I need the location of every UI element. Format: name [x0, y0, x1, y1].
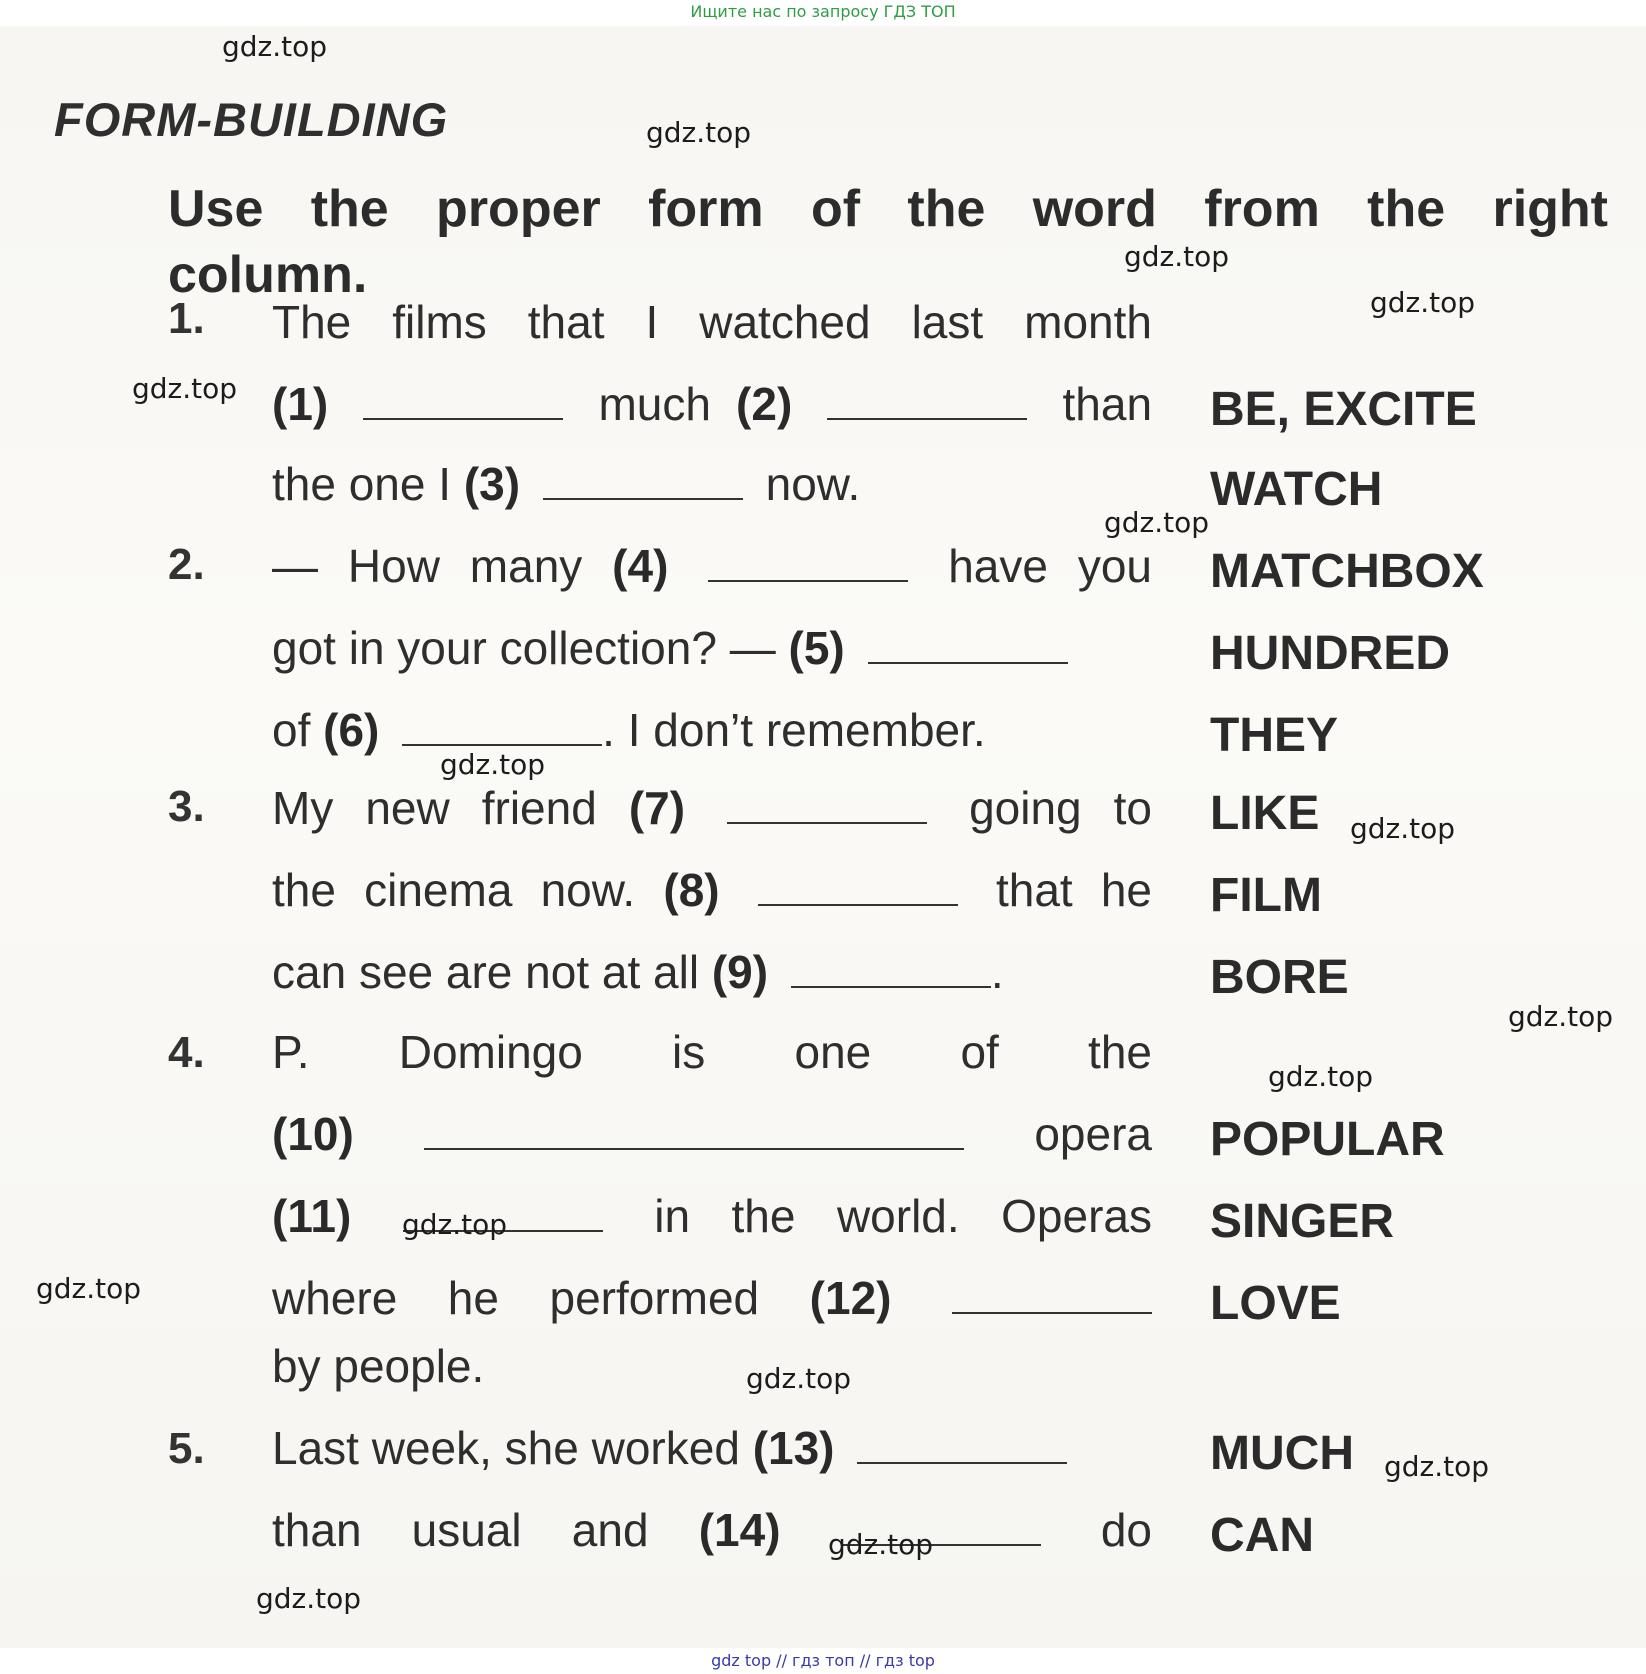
exercise-1-line-3	[272, 456, 1152, 512]
gap-ref-3: (3)	[463, 458, 521, 510]
word-be-excite: BE, EXCITE	[1210, 383, 1477, 436]
watermark: gdz.top	[1124, 240, 1230, 273]
gap-ref-14: (14)	[698, 1504, 781, 1556]
exercise-number-5: 5.	[168, 1424, 205, 1473]
watermark: gdz.top	[1104, 506, 1210, 539]
watermark: gdz.top	[402, 1208, 508, 1241]
textbook-page	[0, 26, 1646, 1648]
line-text: the one I	[272, 458, 452, 510]
watermark: gdz.top	[222, 30, 328, 63]
line-text: Last week, she worked	[272, 1422, 740, 1474]
exercise-4-line-1	[272, 1024, 1152, 1080]
gap-ref-5: (5)	[788, 622, 845, 674]
answer-blank-7[interactable]	[727, 788, 927, 824]
answer-blank-6[interactable]	[402, 710, 602, 746]
watermark: gdz.top	[256, 1582, 362, 1615]
line-text: by people.	[272, 1340, 485, 1392]
watermark: gdz.top	[1268, 1060, 1374, 1093]
line-text: going to	[969, 782, 1153, 834]
answer-blank-1[interactable]	[363, 384, 563, 420]
watermark: gdz.top	[1370, 286, 1476, 319]
exercise-3-line-2	[272, 862, 1152, 918]
line-text: . I don’t remember.	[602, 704, 986, 756]
gap-ref-8: (8)	[663, 864, 720, 916]
gap-ref-10: (10)	[272, 1108, 354, 1160]
answer-blank-8[interactable]	[758, 870, 958, 906]
line-text: got in your collection? —	[272, 622, 776, 674]
exercise-2-line-1	[272, 538, 1152, 594]
exercise-3-line-3	[272, 944, 1152, 1000]
watermark: gdz.top	[1508, 1000, 1614, 1033]
line-text: My new friend	[272, 782, 597, 834]
watermark: gdz.top	[1384, 1450, 1490, 1483]
word-much: MUCH	[1210, 1427, 1354, 1480]
word-singer: SINGER	[1210, 1195, 1395, 1248]
instructions: Use the proper form of the word from the right column.	[168, 180, 1608, 304]
answer-blank-3[interactable]	[543, 464, 743, 500]
exercise-1-line-2	[272, 376, 1152, 432]
word-love: LOVE	[1210, 1277, 1341, 1330]
answer-blank-5[interactable]	[868, 628, 1068, 664]
word-popular: POPULAR	[1210, 1113, 1445, 1166]
word-they: THEY	[1210, 709, 1339, 762]
exercise-number-4: 4.	[168, 1028, 205, 1077]
line-text: that he	[995, 864, 1153, 916]
gap-ref-4: (4)	[612, 540, 669, 592]
watermark: gdz.top	[132, 372, 238, 405]
line-text: now.	[765, 458, 861, 510]
exercise-number-2: 2.	[168, 540, 205, 589]
answer-blank-9[interactable]	[791, 952, 991, 988]
gap-ref-12: (12)	[809, 1272, 892, 1324]
gap-ref-9: (9)	[711, 946, 769, 998]
exercise-number-3: 3.	[168, 782, 205, 831]
exercise-4-line-2	[272, 1106, 1152, 1162]
line-text: opera	[1034, 1108, 1152, 1160]
line-text: much	[598, 378, 711, 430]
line-text: The films that I watched last month	[272, 296, 1152, 348]
line-text: where he performed	[272, 1272, 760, 1324]
line-text: .	[990, 946, 1004, 998]
gap-ref-13: (13)	[752, 1422, 835, 1474]
line-text: P. Domingo is one of the	[272, 1026, 1152, 1078]
watermark: gdz.top	[828, 1528, 934, 1561]
bottom-banner[interactable]: gdz top // гдз топ // гдз top	[0, 1648, 1646, 1674]
exercise-5-line-2	[272, 1502, 1152, 1558]
answer-blank-10[interactable]	[424, 1114, 964, 1150]
line-text: have you	[948, 540, 1152, 592]
gap-ref-6: (6)	[323, 704, 380, 756]
line-text: can see are not at all	[272, 946, 700, 998]
exercise-3-line-1	[272, 780, 1152, 836]
line-text: in the world. Operas	[654, 1190, 1152, 1242]
exercise-4-line-5	[272, 1338, 1152, 1394]
answer-blank-12[interactable]	[952, 1278, 1152, 1314]
word-hundred: HUNDRED	[1210, 627, 1450, 680]
answer-blank-13[interactable]	[857, 1428, 1067, 1464]
exercise-number-1: 1.	[168, 294, 205, 343]
section-title: FORM-BUILDING	[54, 93, 449, 146]
line-text: of	[272, 704, 311, 756]
word-can: CAN	[1210, 1509, 1314, 1562]
word-like: LIKE	[1210, 787, 1320, 840]
gap-ref-11: (11)	[272, 1190, 352, 1242]
watermark: gdz.top	[440, 748, 546, 781]
word-film: FILM	[1210, 869, 1322, 922]
word-bore: BORE	[1210, 951, 1349, 1004]
exercise-4-line-4	[272, 1270, 1152, 1326]
word-matchbox: MATCHBOX	[1210, 545, 1484, 598]
answer-blank-2[interactable]	[827, 384, 1027, 420]
line-text: — How many	[272, 540, 583, 592]
line-text: do	[1100, 1504, 1153, 1556]
line-text: than usual and	[272, 1504, 649, 1556]
watermark: gdz.top	[36, 1272, 142, 1305]
line-text: the cinema now.	[272, 864, 636, 916]
answer-blank-4[interactable]	[708, 546, 908, 582]
gap-ref-2: (2)	[736, 378, 793, 430]
exercise-2-line-2	[272, 620, 1152, 676]
word-watch: WATCH	[1210, 463, 1383, 516]
watermark: gdz.top	[646, 116, 752, 149]
line-text: than	[1062, 378, 1153, 430]
gap-ref-7: (7)	[628, 782, 686, 834]
exercise-2-line-3	[272, 702, 1152, 758]
exercise-5-line-1	[272, 1420, 1152, 1476]
gap-ref-1: (1)	[272, 378, 329, 430]
watermark: gdz.top	[746, 1362, 852, 1395]
watermark: gdz.top	[1350, 812, 1456, 845]
top-banner[interactable]: Ищите нас по запросу ГДЗ ТОП	[0, 0, 1646, 26]
exercise-1-line-1	[272, 294, 1152, 350]
